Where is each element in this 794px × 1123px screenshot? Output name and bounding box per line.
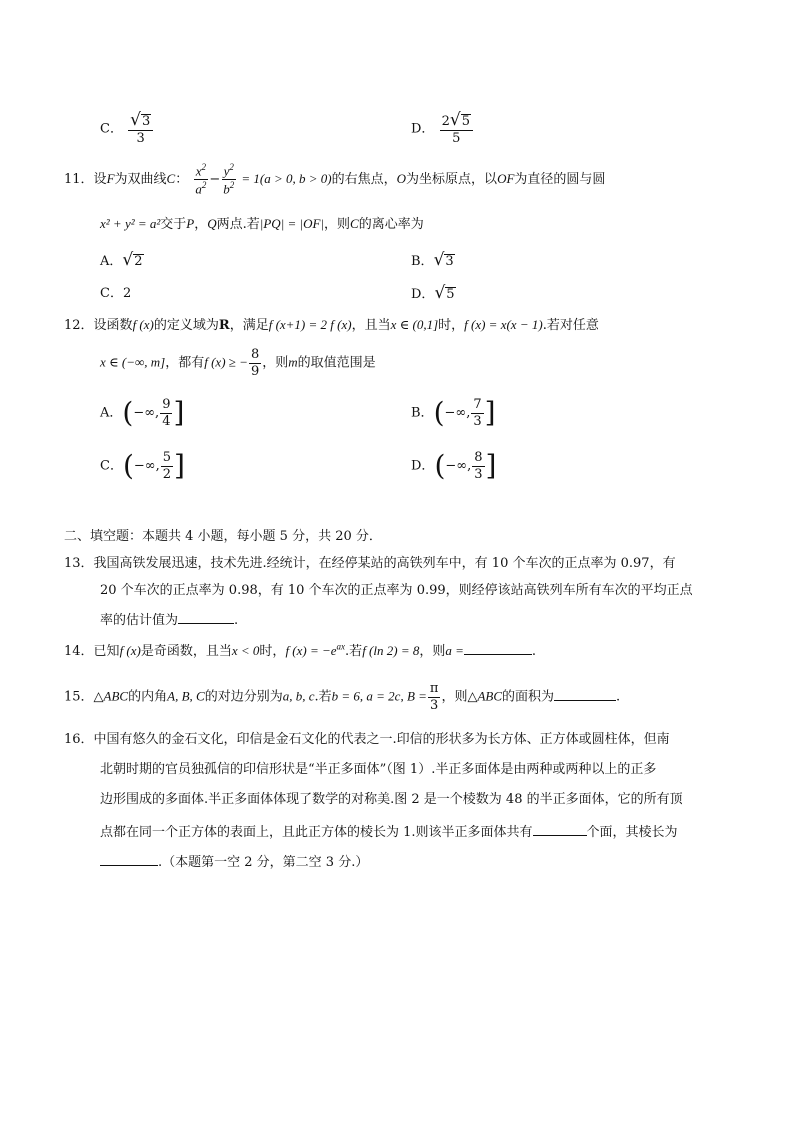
- numerator: 8: [250, 347, 260, 362]
- radicand: 5: [446, 286, 455, 302]
- text: ：: [175, 171, 189, 187]
- q13-line1: [64, 557, 676, 570]
- denominator: 3: [473, 413, 482, 429]
- question-number: 13．: [64, 556, 94, 571]
- q16-line1: [64, 733, 670, 746]
- fraction-y2-b2: $\frac{y^2}{b^2}$: [223, 162, 235, 197]
- math: F: [106, 170, 115, 186]
- q11-stem-line2: [100, 217, 424, 231]
- math: f (x) = −e: [285, 643, 337, 658]
- text: ，: [194, 217, 208, 232]
- text: ，则: [324, 217, 351, 232]
- math: Q: [207, 216, 217, 231]
- option-label: D．: [411, 287, 435, 302]
- math: −∞,: [445, 458, 472, 474]
- text: 的离心率为: [358, 217, 424, 232]
- q15-line: [64, 682, 620, 712]
- math: b = 6, a = 2c, B =: [331, 688, 427, 704]
- q12-stem-line2: [100, 348, 376, 378]
- text: 个面，其棱长为: [586, 825, 678, 840]
- math: f (x): [132, 317, 154, 332]
- text: ，且当: [351, 318, 391, 333]
- text: 中国有悠久的金石文化，印信是金石文化的代表之一.印信的形状多为长方体、正方体或圆柱体，但南: [93, 732, 670, 747]
- math: a =: [445, 643, 464, 658]
- math: f (x) = x(x − 1): [464, 317, 543, 332]
- text: 是奇函数，且当: [140, 644, 232, 659]
- text: .: [234, 613, 239, 628]
- math: C: [350, 216, 359, 231]
- q12-stem-line1: [64, 318, 599, 332]
- answer-blank[interactable]: [554, 688, 616, 701]
- answer-blank-2[interactable]: [100, 853, 158, 866]
- text: 的定义域为: [153, 318, 219, 333]
- q16-line2: 北朝时期的官员独孤信的印信形状是“半正多面体”（图 1）.半正多面体是由两种或两种以上的正多: [100, 762, 657, 777]
- numerator: 9: [162, 397, 171, 412]
- math: f (x+1) = 2 f (x): [268, 317, 352, 332]
- math: A, B, C: [167, 688, 205, 704]
- math: f (x): [119, 643, 141, 658]
- fraction-x2-a2: $\frac{x^2}{a^2}$: [195, 162, 207, 197]
- text: 的面积为: [502, 689, 555, 705]
- text: 设: [93, 171, 107, 187]
- text: .若: [314, 689, 332, 705]
- q13-line2: 20 个车次的正点率为 0.98，有 10 个车次的正点率为 0.99，则经停该站高铁列车所有车次的平均正点: [100, 583, 693, 598]
- text: 的内角: [128, 689, 168, 705]
- text: 时，: [259, 644, 286, 659]
- text: ，则: [441, 689, 468, 705]
- math: −∞,: [133, 458, 160, 474]
- denominator: 5: [452, 131, 461, 146]
- question-number: 11．: [64, 171, 94, 187]
- q16-line3: 边形围成的多面体.半正多面体体现了数学的对称美.图 2 是一个棱数为 48 的半正多面体，它的所有顶: [100, 792, 683, 807]
- math: R: [218, 318, 230, 333]
- math: |PQ| = |OF|: [259, 216, 325, 231]
- math: OF: [497, 170, 515, 186]
- option-label: D．: [411, 121, 435, 137]
- q10-option-c: [100, 112, 154, 146]
- q14-line: [64, 642, 536, 658]
- text: 为直径的圆与圆: [514, 171, 606, 187]
- radicand: 2: [134, 253, 143, 269]
- text: .（本题第一空 2 分，第二空 3 分.）: [158, 855, 369, 870]
- option-label: C．: [100, 121, 123, 137]
- text: 已知: [93, 644, 120, 659]
- text: 为双曲线: [114, 171, 167, 187]
- section-heading: 二、填空题：本题共 4 小题，每小题 5 分，共 20 分．: [64, 529, 382, 544]
- math: = 1(a > 0, b > 0): [241, 170, 332, 186]
- numerator: 5: [162, 450, 172, 465]
- text: ，满足: [229, 318, 269, 333]
- q11-option-b: B． √ 3: [411, 250, 454, 270]
- answer-blank[interactable]: [464, 642, 532, 655]
- q12-option-c: C．(−∞, $\frac{5}{2}$ ]: [100, 449, 185, 483]
- text: 设函数: [93, 318, 133, 333]
- text: 的对边分别为: [204, 689, 283, 705]
- answer-blank-1[interactable]: [533, 823, 587, 836]
- math: P: [186, 216, 195, 231]
- q16-line4: [100, 823, 678, 839]
- question-number: 15．: [64, 689, 94, 705]
- denominator: 4: [162, 413, 171, 429]
- option-label: B．: [411, 405, 434, 421]
- q12-option-d: D．(−∞, $\frac{8}{3}$ ]: [411, 449, 497, 483]
- text: .: [616, 689, 621, 705]
- fraction: √ 3 3: [128, 112, 153, 146]
- text: 的取值范围是: [297, 355, 376, 371]
- text: .若: [345, 644, 363, 659]
- option-label: A．: [100, 405, 123, 421]
- denominator: 2: [162, 466, 172, 482]
- math: O: [396, 170, 407, 186]
- text: 两点.若: [216, 217, 260, 232]
- q10-option-d: [411, 112, 474, 146]
- math: C: [166, 170, 176, 186]
- numerator: π: [429, 681, 439, 696]
- math: x < 0: [231, 643, 260, 658]
- q11-option-c: [100, 287, 131, 300]
- option-label: B．: [411, 254, 434, 269]
- radicand: 3: [445, 253, 454, 269]
- q13-line3: [100, 611, 238, 627]
- numerator: 7: [473, 397, 482, 412]
- text: 为坐标原点，以: [406, 171, 498, 187]
- math: f (x) ≥ −: [204, 354, 248, 370]
- text: ，都有: [165, 355, 205, 371]
- fraction: [428, 682, 441, 712]
- math: △ABC: [93, 688, 129, 704]
- q16-line5: [100, 853, 368, 869]
- math: △ABC: [467, 688, 503, 704]
- math: −∞,: [133, 405, 160, 421]
- text: 点都在同一个正方体的表面上，且此正方体的棱长为 1.则该半正多面体共有: [100, 825, 533, 840]
- question-number: 12．: [64, 318, 94, 333]
- fraction: 2 √ 5 5: [440, 112, 473, 146]
- q11-option-a: A． √ 2: [100, 250, 143, 270]
- text: 的右焦点，: [331, 171, 397, 187]
- denominator: 3: [474, 466, 483, 482]
- option-value: 2: [122, 286, 132, 301]
- numerator: 8: [474, 450, 483, 465]
- denominator: 3: [430, 697, 439, 713]
- text: .若对任意: [542, 318, 599, 333]
- fraction: [249, 348, 261, 378]
- q11-option-d: D． √ 5: [411, 283, 455, 303]
- option-label: A．: [100, 254, 123, 269]
- q12-option-b: B．(−∞, $\frac{7}{3}$ ]: [411, 396, 496, 430]
- text: 交于: [160, 217, 187, 232]
- text: ，则: [262, 355, 289, 371]
- text: ，则: [419, 644, 446, 659]
- answer-blank[interactable]: [178, 611, 234, 624]
- math: x ∈ (−∞, m]: [100, 354, 166, 370]
- math: x ∈ (0,1]: [390, 317, 439, 332]
- text: .: [531, 644, 537, 659]
- q12-option-a: A．(−∞, $\frac{9}{4}$ ]: [100, 396, 185, 430]
- option-label: D．: [411, 458, 435, 474]
- math: a, b, c: [282, 688, 315, 704]
- math: −∞,: [444, 405, 471, 421]
- option-label: C．: [100, 286, 123, 301]
- radicand: 5: [461, 113, 470, 129]
- text: 率的估计值为: [100, 613, 179, 628]
- denominator: 9: [250, 363, 260, 379]
- math: f (ln 2) = 8: [362, 643, 420, 658]
- denominator: 3: [136, 131, 145, 146]
- math: ax: [336, 641, 346, 652]
- math: m: [288, 354, 298, 370]
- text: 我国高铁发展迅速，技术先进.经统计，在经停某站的高铁列车中，有 10 个车次的正点率为 0.97，有: [93, 556, 676, 571]
- coefficient: 2: [441, 114, 450, 129]
- radicand: 3: [141, 113, 151, 129]
- question-number: 16．: [64, 732, 94, 747]
- option-label: C．: [100, 458, 123, 474]
- question-number: 14．: [64, 644, 94, 659]
- q11-stem-line1: 11．设F为双曲线C： $\frac{x^2}{a^2}$ − $\frac{y^2}{b^2}$ = 1(a > 0, b > 0)的右焦点，O为坐标原点，以OF为直径的圆与圆: [64, 162, 606, 197]
- text: 时，: [438, 318, 465, 333]
- math: x² + y² = a²: [100, 216, 161, 231]
